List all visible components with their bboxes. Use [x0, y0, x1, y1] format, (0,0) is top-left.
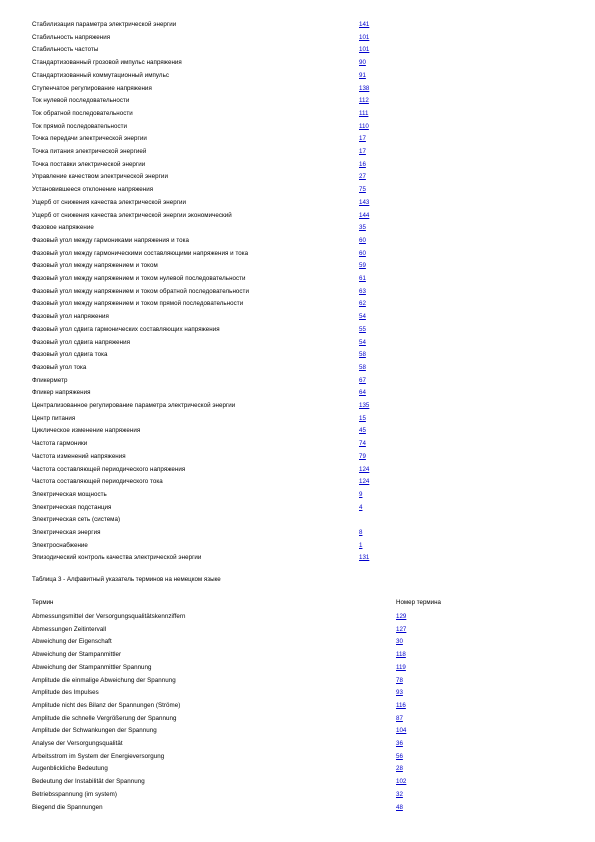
index-row	[32, 260, 572, 272]
term-number-link[interactable]: 60	[359, 236, 366, 244]
index-row	[32, 514, 572, 526]
term-label: Ток нулевой последовательности	[32, 97, 130, 105]
term-label: Фазовый угол напряжения	[32, 313, 109, 321]
term-label: Ущерб от снижения качества электрической энергии экономический	[32, 211, 232, 219]
term-number-link[interactable]: 54	[359, 313, 366, 321]
term-label: Amplitude die schnelle Vergrößerung der Spannung	[32, 714, 177, 722]
index-row	[32, 235, 572, 247]
index-row	[32, 802, 572, 814]
index-row	[32, 464, 572, 476]
index-row	[32, 611, 572, 623]
term-label: Biegend die Spannungen	[32, 803, 103, 811]
index-row	[32, 387, 572, 399]
index-row	[32, 649, 572, 661]
term-number-link[interactable]: 58	[359, 351, 366, 359]
index-row	[32, 298, 572, 310]
index-row	[32, 502, 572, 514]
term-label: Abweichung der Stampanmittler	[32, 651, 122, 659]
term-number-link[interactable]: 1	[359, 541, 363, 549]
term-label: Электрическая подстанция	[32, 503, 112, 511]
term-label: Центр питания	[32, 414, 76, 422]
term-number-link[interactable]: 27	[359, 173, 366, 181]
term-number-link[interactable]: 54	[359, 338, 366, 346]
term-label: Фазовый угол между напряжением и током обратной последовательности	[32, 287, 249, 295]
term-label: Abweichung der Eigenschaft	[32, 638, 112, 646]
index-row	[32, 362, 572, 374]
index-row	[32, 57, 572, 69]
term-number-link[interactable]: 127	[396, 625, 407, 633]
term-number-link[interactable]: 56	[396, 752, 403, 760]
index-row	[32, 197, 572, 209]
index-row	[32, 210, 572, 222]
index-row	[32, 763, 572, 775]
index-row	[32, 32, 572, 44]
term-number-link[interactable]: 138	[359, 84, 370, 92]
term-label: Частота составляющей периодического тока	[32, 478, 163, 486]
term-number-link[interactable]: 110	[359, 122, 369, 130]
term-label: Amplitude die einmalige Abweichung der Spannung	[32, 676, 176, 684]
index-row	[32, 108, 572, 120]
term-label: Amplitude des Impulses	[32, 689, 99, 697]
term-label: Bedeutung der Instabilität der Spannung	[32, 778, 145, 786]
term-number-link[interactable]: 45	[359, 427, 366, 435]
term-label: Стандартизованный грозовой импульс напряжения	[32, 59, 182, 67]
term-label: Частота изменений напряжения	[32, 452, 126, 460]
term-number-link[interactable]: 17	[359, 148, 366, 155]
index-row	[32, 159, 572, 171]
term-label: Фазовый угол сдвига тока	[32, 351, 108, 359]
term-label: Стабильность частоты	[32, 46, 99, 54]
term-number-link[interactable]: 124	[359, 478, 370, 486]
term-number-link[interactable]: 59	[359, 262, 366, 270]
term-number-link[interactable]: 16	[359, 160, 366, 168]
term-label: Arbeitsstrom im System der Energieversorgung	[32, 752, 165, 760]
term-label: Analyse der Versorgungsqualität	[32, 740, 123, 747]
term-label: Betriebsspannung (im system)	[32, 790, 117, 798]
index-row	[32, 451, 572, 463]
term-label: Управление качеством электрической энергии	[32, 173, 168, 181]
term-number-link[interactable]: 60	[359, 249, 366, 257]
term-number-link[interactable]: 35	[359, 224, 366, 232]
term-label: Фазовое напряжение	[32, 224, 94, 232]
term-number-link[interactable]: 74	[359, 440, 366, 448]
term-label: Ущерб от снижения качества электрической энергии	[32, 198, 187, 206]
index-row	[32, 624, 572, 636]
term-number-link[interactable]: 30	[396, 638, 403, 646]
term-number-link[interactable]: 78	[396, 676, 403, 684]
term-number-link[interactable]: 143	[359, 198, 370, 206]
index-row	[32, 324, 572, 336]
term-label: Abmessungen Zeitintervall	[32, 625, 107, 633]
term-number-link[interactable]: 55	[359, 325, 366, 333]
term-label: Фликер напряжения	[32, 389, 91, 397]
index-row	[32, 121, 572, 133]
term-number-link[interactable]: 8	[359, 529, 363, 536]
index-row	[32, 789, 572, 801]
column-header-term: Термин	[32, 599, 54, 606]
index-row	[32, 286, 572, 298]
term-number-link[interactable]: 4	[359, 503, 363, 511]
index-row	[32, 44, 572, 56]
term-number-link[interactable]: 17	[359, 135, 366, 143]
index-row	[32, 476, 572, 488]
term-label: Точка передачи электрической энергии	[32, 135, 147, 143]
term-number-link[interactable]: 15	[359, 414, 366, 422]
index-row	[32, 184, 572, 196]
index-row	[32, 311, 572, 323]
index-row	[32, 337, 572, 349]
index-row	[32, 776, 572, 788]
term-number-link[interactable]: 135	[359, 402, 370, 409]
term-label: Ток обратной последовательности	[32, 109, 133, 117]
term-number-link[interactable]: 118	[396, 651, 406, 659]
index-row	[32, 751, 572, 763]
index-row	[32, 552, 572, 564]
term-label: Стабильность напряжения	[32, 33, 111, 41]
term-label: Фазовый угол сдвига напряжения	[32, 338, 131, 346]
term-number-link[interactable]: 64	[359, 389, 366, 397]
term-number-link[interactable]: 111	[359, 109, 369, 117]
term-number-link[interactable]: 87	[396, 714, 403, 722]
term-label: Amplitude nicht des Bilanz der Spannungen (Ströme)	[32, 701, 181, 709]
index-row	[32, 222, 572, 234]
index-row	[32, 248, 572, 260]
term-number-link[interactable]: 9	[359, 490, 363, 498]
index-row	[32, 349, 572, 361]
term-label: Фазовый угол между напряжением и током нулевой последовательности	[32, 275, 246, 282]
term-number-link[interactable]: 119	[396, 663, 406, 671]
term-number-link[interactable]: 90	[359, 59, 366, 67]
term-number-link[interactable]: 124	[359, 465, 370, 473]
term-label: Электроснабжение	[32, 541, 88, 549]
term-label: Augenblickliche Bedeutung	[32, 765, 108, 773]
term-label: Электрическая сеть (система)	[32, 516, 121, 524]
index-row	[32, 687, 572, 699]
index-row	[32, 700, 572, 712]
index-row	[32, 400, 572, 412]
term-number-link[interactable]: 104	[396, 727, 407, 735]
term-number-link[interactable]: 48	[396, 803, 403, 811]
index-row	[32, 662, 572, 674]
term-label: Amplitude der Schwankungen der Spannung	[32, 727, 157, 735]
term-label: Частота гармоники	[32, 440, 88, 448]
term-label: Фазовый угол между напряжением и током прямой последовательности	[32, 300, 244, 308]
term-number-link[interactable]: 112	[359, 97, 369, 105]
index-row	[32, 438, 572, 450]
term-label: Стандартизованный коммутационный импульс	[32, 71, 169, 79]
term-number-link[interactable]: 61	[359, 275, 366, 282]
term-number-link[interactable]: 62	[359, 300, 366, 308]
term-number-link[interactable]: 131	[359, 554, 370, 562]
term-number-link[interactable]: 116	[396, 701, 406, 709]
term-number-link[interactable]: 93	[396, 689, 403, 697]
term-number-link[interactable]: 36	[396, 740, 403, 747]
term-number-link[interactable]: 28	[396, 765, 403, 773]
term-number-link[interactable]: 91	[359, 71, 366, 79]
term-label: Фазовый угол между гармониками напряжения и тока	[32, 236, 190, 244]
term-number-link[interactable]: 32	[396, 790, 403, 798]
index-row	[32, 273, 572, 285]
index-row	[32, 713, 572, 725]
term-number-link[interactable]: 79	[359, 452, 366, 460]
term-label: Точка питания электрической энергией	[32, 148, 147, 155]
term-label: Эпизодический контроль качества электрической энергии	[32, 554, 202, 562]
term-label: Фазовый угол между гармоническими составляющими напряжения и тока	[32, 249, 249, 257]
term-label: Фазовый угол тока	[32, 363, 87, 371]
index-row	[32, 738, 572, 750]
term-number-link[interactable]: 58	[359, 363, 366, 371]
term-label: Ступенчатое регулирование напряжения	[32, 84, 152, 92]
index-row	[32, 489, 572, 501]
index-row	[32, 95, 572, 107]
term-number-link[interactable]: 75	[359, 186, 366, 194]
index-row	[32, 540, 572, 552]
term-label: Частота составляющей периодического напряжения	[32, 465, 186, 473]
index-row	[32, 83, 572, 95]
term-label: Abweichung der Stampanmittler Spannung	[32, 663, 152, 671]
term-number-link[interactable]: 129	[396, 613, 407, 620]
term-label: Стабилизация параметра электрической энергии	[32, 21, 177, 28]
index-row	[32, 375, 572, 387]
term-label: Ток прямой последовательности	[32, 122, 128, 130]
term-label: Циклическое изменение напряжения	[32, 427, 141, 435]
term-number-link[interactable]: 67	[359, 376, 366, 384]
term-label: Электрическая мощность	[32, 490, 107, 498]
table-caption: Таблица 3 - Алфавитный указатель терминов на немецком языке	[32, 576, 221, 583]
term-label: Установившееся отклонение напряжения	[32, 186, 154, 194]
term-label: Фазовый угол сдвига гармонических составляющих напряжения	[32, 325, 220, 333]
index-row	[32, 413, 572, 425]
term-number-link[interactable]: 102	[396, 778, 407, 786]
term-number-link[interactable]: 101	[359, 33, 370, 41]
index-row	[32, 527, 572, 539]
index-row	[32, 146, 572, 158]
term-number-link[interactable]: 144	[359, 211, 370, 219]
index-row	[32, 133, 572, 145]
term-label: Электрическая энергия	[32, 529, 101, 536]
index-row	[32, 725, 572, 737]
column-header-number: Номер термина	[396, 599, 441, 606]
index-row	[32, 425, 572, 437]
term-label: Фликерметр	[32, 376, 68, 384]
term-number-link[interactable]: 101	[359, 46, 370, 54]
index-row	[32, 70, 572, 82]
index-row	[32, 19, 572, 31]
index-row	[32, 171, 572, 183]
index-row	[32, 636, 572, 648]
term-number-link[interactable]: 141	[359, 21, 370, 28]
term-label: Точка поставки электрической энергии	[32, 160, 146, 168]
term-label: Abmessungsmittel der Versorgungsqualitätskennziffern	[32, 613, 186, 620]
term-label: Централизованное регулирование параметра электрической энергии	[32, 402, 236, 409]
index-row	[32, 675, 572, 687]
term-number-link[interactable]: 63	[359, 287, 366, 295]
term-label: Фазовый угол между напряжением и током	[32, 262, 158, 270]
